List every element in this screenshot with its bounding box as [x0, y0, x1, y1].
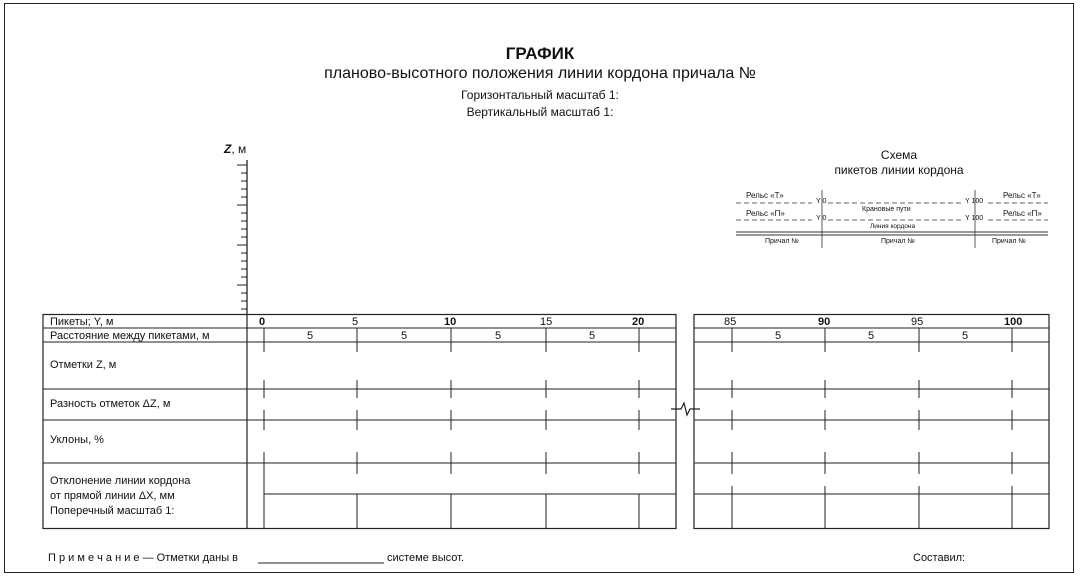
distance-value: 5: [589, 330, 596, 342]
note-prefix: П р и м е ч а н и е — Отметки даны в: [48, 552, 239, 564]
picket-value: 20: [632, 316, 645, 328]
scheme-y0-top: Y 0: [816, 198, 827, 205]
picket-value: 100: [1004, 316, 1023, 328]
z-axis-ticks: [237, 165, 247, 309]
scheme-berth-right: Причал №: [992, 238, 1026, 245]
form-subtitle: планово-высотного положения линии кордона причала №: [324, 65, 756, 82]
picket-value: 10: [444, 316, 457, 328]
scheme-y100-bottom: Y 100: [965, 215, 984, 222]
distance-value: 5: [868, 330, 875, 342]
distance-value: 5: [401, 330, 408, 342]
distance-value: 5: [775, 330, 782, 342]
row-label-deviation-2: от прямой линии ΔX, мм: [50, 490, 175, 502]
row-label-slopes: Уклоны, %: [50, 434, 104, 446]
picket-value: 0: [259, 316, 266, 328]
distance-value: 5: [495, 330, 502, 342]
picket-value: 90: [818, 316, 831, 328]
scheme-crane-tracks: Крановые пути: [862, 206, 911, 213]
break-symbol: [671, 403, 700, 415]
scheme-y100-top: Y 100: [965, 198, 984, 205]
scheme-cordon-line: Линия кордона: [870, 223, 916, 230]
distance-value: 5: [962, 330, 969, 342]
scheme-rail-t-right: Рельс «Т»: [1003, 191, 1041, 200]
scheme-rail-p-left: Рельс «П»: [746, 209, 785, 218]
distance-value: 5: [307, 330, 314, 342]
compiled-by: Составил:: [913, 552, 966, 564]
row-label-deviation-1: Отклонение линии кордона: [50, 475, 191, 487]
scheme-berth-center: Причал №: [881, 238, 915, 245]
z-axis-label: Z, м: [224, 142, 247, 156]
scheme-y0-bottom: Y 0: [816, 215, 827, 222]
picket-value: 85: [724, 316, 737, 328]
scheme-lines: [736, 190, 1048, 248]
row-label-marks: Отметки Z, м: [50, 359, 117, 371]
note-suffix: системе высот.: [387, 552, 465, 564]
scheme-berth-left: Причал №: [765, 238, 799, 245]
picket-value: 5: [352, 316, 359, 328]
left-picket-lines: [264, 328, 639, 528]
scheme-rail-t-left: Рельс «Т»: [746, 191, 784, 200]
row-label-pickets: Пикеты; Y, м: [50, 316, 114, 328]
vertical-scale: Вертикальный масштаб 1:: [466, 105, 614, 119]
form-title: ГРАФИК: [505, 44, 575, 63]
right-picket-lines: [732, 328, 1012, 528]
right-table-block: [694, 315, 1049, 529]
picket-value: 95: [911, 316, 924, 328]
scheme-rail-p-right: Рельс «П»: [1003, 209, 1042, 218]
scheme-subtitle: пикетов линии кордона: [834, 163, 964, 177]
picket-value: 15: [540, 316, 553, 328]
row-label-marks-diff: Разность отметок ΔZ, м: [50, 398, 171, 410]
horizontal-scale: Горизонтальный масштаб 1:: [461, 88, 619, 102]
scheme-title: Схема: [880, 148, 918, 162]
row-label-deviation-3: Поперечный масштаб 1:: [50, 505, 175, 517]
row-label-distance: Расстояние между пикетами, м: [50, 330, 210, 342]
